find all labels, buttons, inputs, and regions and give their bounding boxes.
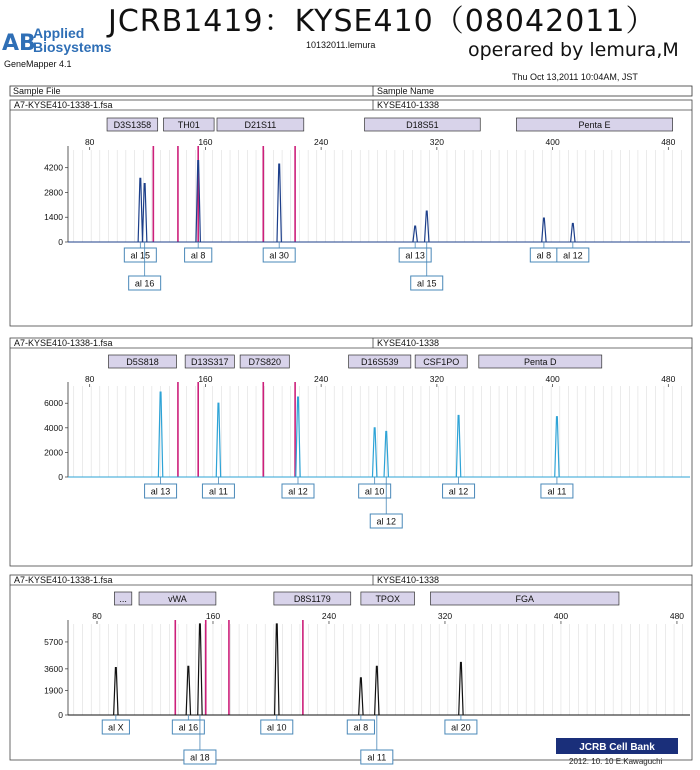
y-tick-label: 0 [58, 472, 63, 482]
marker-label: D16S539 [360, 357, 399, 367]
panel-2 [10, 338, 692, 566]
y-tick-label: 3600 [44, 663, 63, 674]
logo-mark: AB [2, 31, 36, 56]
x-tick-label: 400 [545, 374, 560, 384]
marker-label: D21S11 [244, 120, 277, 130]
marker-label: CSF1PO [423, 357, 460, 367]
x-tick-label: 160 [198, 374, 213, 384]
marker-label: TPOX [375, 594, 400, 604]
file-id: 10132011.lemura [306, 40, 376, 50]
x-tick-label: 480 [669, 611, 685, 621]
allele-label: al 15 [130, 250, 151, 261]
logo-line2: Biosystems [33, 39, 112, 55]
allele-label: al 10 [364, 486, 385, 497]
y-tick-label: 1400 [44, 212, 63, 223]
sample-file-name: A7-KYSE410-1338-1.fsa [14, 575, 113, 585]
y-tick-label: 6000 [44, 398, 63, 409]
software-version: GeneMapper 4.1 [4, 59, 72, 69]
panel-3 [10, 575, 692, 764]
y-tick-label: 2000 [44, 447, 63, 458]
allele-label: al 8 [536, 250, 552, 261]
allele-label: al 12 [563, 250, 583, 261]
x-tick-label: 240 [321, 611, 337, 621]
allele-label: al 11 [367, 752, 387, 763]
peak [459, 662, 463, 715]
column-header-bar [10, 86, 692, 96]
allele-label: al 10 [267, 722, 287, 733]
y-tick-label: 0 [58, 237, 63, 247]
allele-label: al 12 [448, 486, 469, 497]
marker-label: D3S1358 [113, 120, 152, 130]
allele-label: al 8 [353, 722, 369, 733]
panel-frame [10, 338, 692, 566]
sample-file-name: A7-KYSE410-1338-1.fsa [14, 100, 113, 110]
timestamp: Thu Oct 13,2011 10:04AM, JST [512, 72, 638, 82]
x-tick-label: 480 [661, 374, 676, 384]
allele-label: al 12 [288, 486, 308, 497]
x-tick-label: 320 [429, 374, 444, 384]
allele-label: al 13 [405, 250, 425, 261]
panel-1 [10, 100, 692, 326]
x-tick-label: 240 [314, 137, 329, 147]
x-tick-label: 240 [314, 374, 329, 384]
operator-text: operared by lemura,M [468, 39, 679, 61]
allele-label: al 11 [209, 486, 228, 497]
x-tick-label: 480 [661, 137, 676, 147]
x-tick-label: 160 [198, 137, 213, 147]
marker-label: vWA [168, 594, 187, 604]
col-sample-file: Sample File [13, 86, 61, 96]
x-tick-label: 160 [205, 611, 221, 621]
marker-label: D18S51 [406, 120, 439, 130]
peak [571, 223, 575, 242]
x-tick-label: 80 [84, 137, 95, 147]
y-tick-label: 4200 [44, 162, 63, 173]
marker-label: FGA [515, 594, 534, 604]
sample-name: KYSE410-1338 [377, 575, 440, 585]
report-title: JCRB1419：KYSE410（08042011） [108, 4, 657, 39]
marker-label: TH01 [177, 120, 200, 130]
marker-label: D8S1179 [293, 594, 331, 604]
marker-label: ... [119, 594, 127, 604]
y-tick-label: 0 [58, 710, 63, 720]
allele-label: al 20 [451, 722, 471, 733]
x-tick-label: 400 [545, 137, 560, 147]
signature: 2012. 10. 10 E.Kawaguchi [569, 757, 663, 766]
allele-label: al 18 [190, 752, 210, 763]
peak [456, 416, 460, 477]
allele-label: al 12 [376, 516, 396, 527]
sample-name: KYSE410-1338 [377, 338, 440, 348]
peak [413, 226, 417, 242]
allele-label: al 30 [269, 250, 289, 261]
x-tick-label: 80 [84, 374, 95, 384]
peak [555, 417, 559, 477]
peak [216, 403, 220, 477]
col-sample-name: Sample Name [377, 86, 435, 96]
peak [138, 178, 142, 242]
peak [198, 624, 202, 715]
allele-label: al 13 [150, 486, 171, 497]
sample-name: KYSE410-1338 [377, 100, 440, 110]
marker-label: Penta D [524, 357, 557, 367]
x-tick-label: 400 [553, 611, 569, 621]
marker-label: Penta E [578, 120, 611, 130]
cell-bank-label: JCRB Cell Bank [579, 742, 655, 753]
x-tick-label: 320 [429, 137, 444, 147]
sample-file-name: A7-KYSE410-1338-1.fsa [14, 338, 113, 348]
allele-label: al 16 [134, 278, 155, 289]
marker-label: D13S317 [190, 357, 229, 367]
x-tick-label: 80 [92, 611, 102, 621]
allele-label: al 8 [190, 250, 206, 261]
y-tick-label: 4000 [44, 422, 63, 433]
peak [275, 624, 279, 715]
panel-frame [10, 100, 692, 326]
y-tick-label: 1900 [44, 685, 63, 696]
allele-label: al 15 [416, 278, 437, 289]
marker-label: D5S818 [126, 357, 159, 367]
allele-label: al 16 [178, 722, 199, 733]
y-tick-label: 2800 [44, 187, 63, 198]
y-tick-label: 5700 [44, 636, 63, 647]
applied-biosystems-logo [2, 25, 112, 56]
peak [372, 428, 376, 477]
peak [425, 211, 429, 242]
allele-label: al X [108, 722, 124, 733]
logo-line1: Applied [33, 25, 85, 41]
peak [277, 164, 281, 242]
marker-label: D7S820 [248, 357, 281, 367]
allele-label: al 11 [547, 486, 567, 497]
x-tick-label: 320 [437, 611, 453, 621]
